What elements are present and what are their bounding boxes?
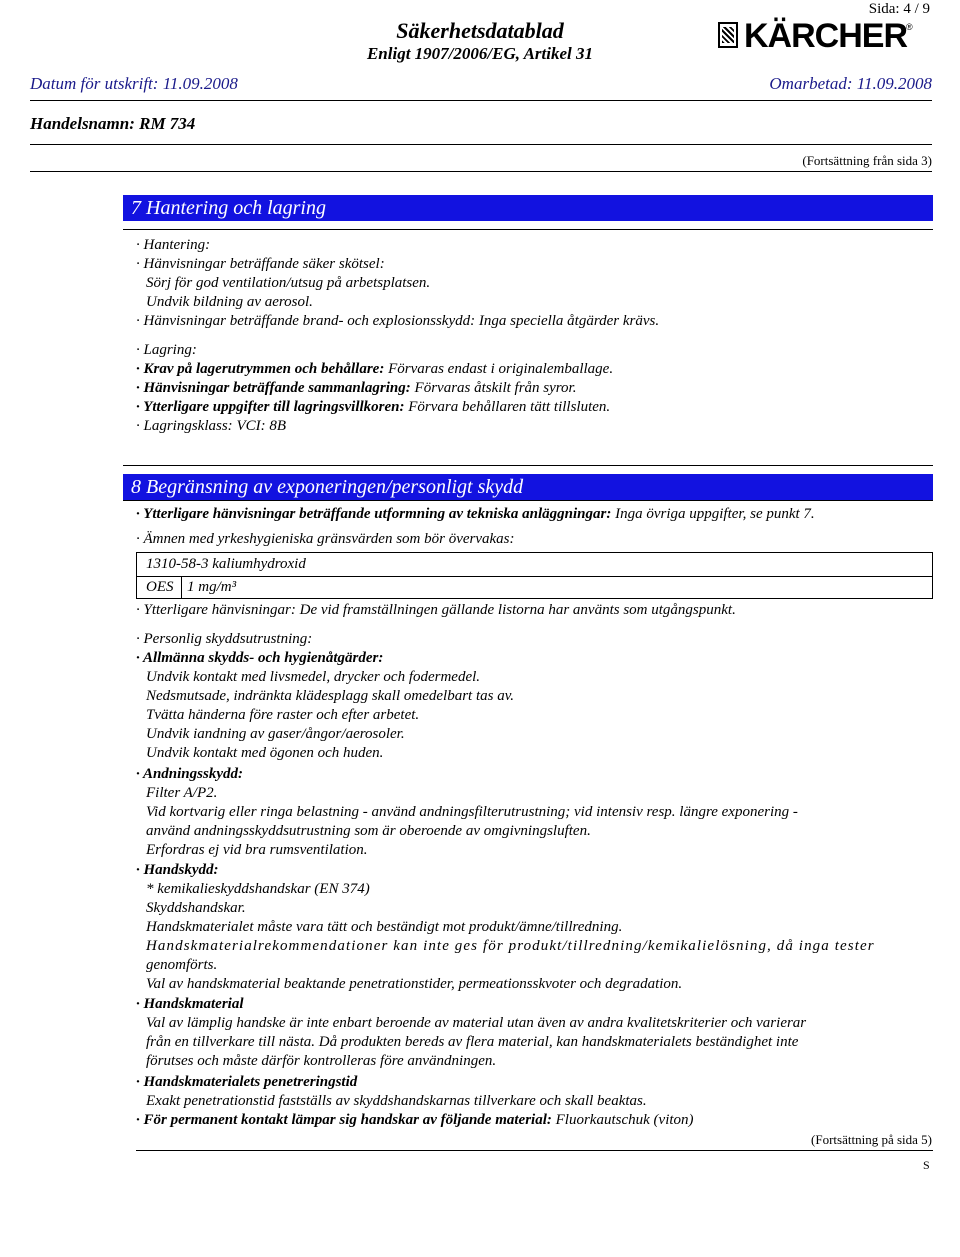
line-label: · Ytterligare hänvisningar beträffande utformning av tekniska anläggningar: [136,506,612,522]
list-item [136,505,815,524]
list-item: * kemikalieskyddshandskar (EN 374) [146,881,370,897]
list-item: Undvik iandning av gaser/ångor/aerosoler. [146,726,405,742]
list-item: Handskmaterialrekommendationer kan inte ges för produkt/tillredning/kemikalielösning, då inga tester [146,938,875,954]
line-label: · Allmänna skydds- och hygienåtgärder: [136,650,384,666]
list-item: Val av lämplig handske är inte enbart beroende av material utan även av andra kvalitetskriterier och varierar [146,1015,807,1031]
line-text: De vid framställningen gällande listorna har använts som utgångspunkt. [295,602,736,618]
line-label: · Hänvisningar beträffande säker skötsel: [136,256,385,272]
section-8-heading: 8 Begränsning av exponeringen/personligt skydd [123,474,933,500]
list-item [136,360,613,379]
list-item: Val av handskmaterial beaktande penetrationstider, permeationsskvoter och degradation. [146,976,683,992]
list-item: Undvik bildning av aerosol. [146,294,313,310]
line-label: · Ytterligare uppgifter till lagringsvillkoren: [136,399,405,415]
line-label: · Lagring: [136,342,197,358]
list-item: Exakt penetrationstid fastställs av skyddshandskarnas tillverkare och skall beaktas. [146,1093,647,1109]
list-item: från en tillverkare till nästa. Då produkten bereds av flera material, kan handskmaterialets beständighet inte [146,1034,799,1050]
list-item: Skyddshandskar. [146,900,246,916]
continued-from: (Fortsättning från sida 3) [802,153,932,168]
list-item: Vid kortvarig eller ringa belastning - använd andningsfilterutrustning; vid intensiv resp. längre exponering - [146,804,798,820]
list-item: förutses och måste därför kontrolleras före användningen. [146,1053,497,1069]
list-item [136,649,383,668]
line-label: · Handskmaterialets penetreringstid [136,1074,358,1090]
karcher-logo [718,16,914,54]
page-mark: S [923,1158,930,1172]
exposure-limits-table [136,552,933,599]
list-item [136,236,210,255]
list-item [136,341,197,360]
table-divider [137,576,932,577]
table-divider [181,576,182,598]
list-item [136,995,244,1014]
line-text: Fluorkautschuk (viton) [551,1112,694,1128]
continued-to: (Fortsättning på sida 5) [811,1132,932,1147]
document-title: Säkerhetsdatablad [396,18,564,43]
logo-stripe-icon [718,22,738,48]
list-item [136,630,312,649]
header-divider [30,144,932,145]
section-divider [123,465,933,466]
list-item [136,601,736,620]
line-text: VCI: 8B [232,418,287,434]
line-label: · Krav på lagerutrymmen och behållare: [136,361,385,377]
substance-cell: 1310-58-3 kaliumhydroxid [146,556,306,572]
logo-registered-mark: ® [906,22,913,32]
list-item: Erfordras ej vid bra rumsventilation. [146,842,368,858]
logo-text: KÄRCHER [744,17,907,55]
line-label: · Ytterligare hänvisningar: [136,602,296,618]
oes-key-cell: OES [146,579,174,595]
list-item: använd andningsskyddsutrustning som är oberoende av omgivningsluften. [146,823,591,839]
list-item [136,255,385,274]
line-label: · Lagringsklass: [136,418,233,434]
line-text: Inga övriga uppgifter, se punkt 7. [611,506,815,522]
line-label: · Andningsskydd: [136,766,243,782]
list-item [136,861,219,880]
header-divider [30,171,932,172]
document-subtitle: Enligt 1907/2006/EG, Artikel 31 [366,44,594,63]
page-number: Sida: 4 / 9 [868,1,930,17]
list-item: Filter A/P2. [146,785,218,801]
section-divider [123,229,933,230]
line-text: Förvara behållaren tätt tillsluten. [404,399,611,415]
line-text: Inga speciella åtgärder krävs. [475,313,660,329]
section-divider [123,500,933,501]
list-item: Sörj för god ventilation/utsug på arbetsplatsen. [146,275,431,291]
list-item: Undvik kontakt med ögonen och huden. [146,745,384,761]
line-label: · Hänvisningar beträffande sammanlagring: [136,380,411,396]
list-item [136,312,659,331]
line-label: · För permanent kontakt lämpar sig handskar av följande material: [136,1112,552,1128]
list-item: Tvätta händerna före raster och efter arbetet. [146,707,420,723]
line-text: Förvaras åtskilt från syror. [410,380,577,396]
section-7-heading: 7 Hantering och lagring [123,195,933,221]
line-label: · Handskmaterial [136,996,244,1012]
footer-divider [136,1150,933,1151]
oes-value-cell: 1 mg/m³ [187,579,237,595]
list-item: Nedsmutsade, indränkta klädesplagg skall omedelbart tas av. [146,688,515,704]
header-divider [30,100,932,101]
list-item: genomförts. [146,957,218,973]
list-item [136,765,243,784]
list-item [136,530,515,549]
line-label: · Handskydd: [136,862,219,878]
list-item [136,417,286,436]
line-text: Förvaras endast i originalemballage. [384,361,614,377]
list-item [136,379,576,398]
line-label: · Personlig skyddsutrustning: [136,631,313,647]
list-item [136,1111,694,1130]
trade-name: Handelsnamn: RM 734 [30,114,196,133]
line-label: · Hänvisningar beträffande brand- och explosionsskydd: [136,313,476,329]
revision-date: Omarbetad: 11.09.2008 [769,74,932,93]
list-item: Undvik kontakt med livsmedel, drycker och fodermedel. [146,669,481,685]
list-item [136,1073,357,1092]
line-label: · Hantering: [136,237,211,253]
print-date: Datum för utskrift: 11.09.2008 [30,74,238,93]
list-item [136,398,610,417]
line-label: · Ämnen med yrkeshygieniska gränsvärden som bör övervakas: [136,531,515,547]
list-item: Handskmaterialet måste vara tätt och beständigt mot produkt/ämne/tillredning. [146,919,623,935]
